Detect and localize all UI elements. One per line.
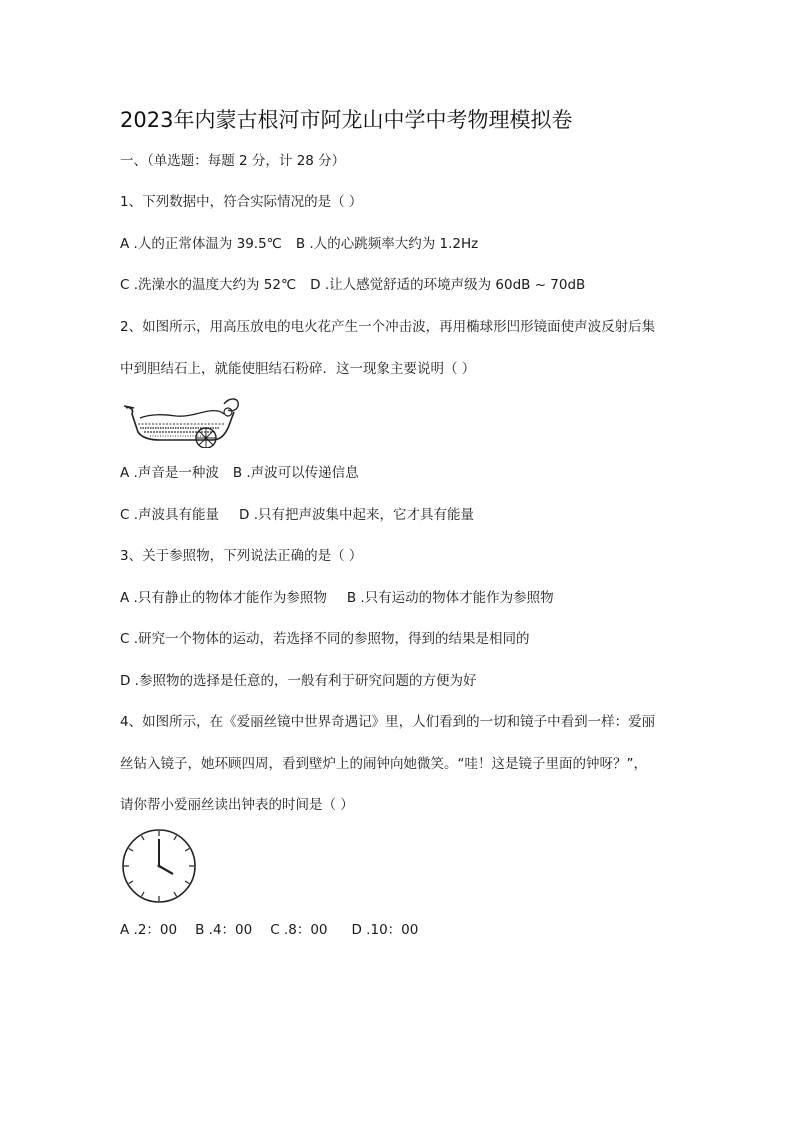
q3-options-row1 — [120, 589, 554, 607]
page-title: 2023年内蒙古根河市阿龙山中学中考物理模拟卷 — [120, 108, 573, 132]
q2-options-row2 — [120, 506, 474, 524]
q3-option-c[interactable]: C .研究一个物体的运动，若选择不同的参照物，得到的结果是相同的 — [120, 631, 530, 647]
q4-option-b[interactable]: B .4：00 — [195, 922, 253, 938]
q4-stem-line3: 请你帮小爱丽丝读出钟表的时间是（ ） — [120, 797, 354, 813]
q1-option-c[interactable]: C .洗澡水的温度大约为 52℃ — [120, 277, 297, 293]
q4-option-c[interactable]: C .8：00 — [270, 922, 328, 938]
q3-stem: 3、关于参照物，下列说法正确的是（ ） — [120, 548, 363, 564]
q2-option-d[interactable]: D .只有把声波集中起来，它才具有能量 — [239, 507, 474, 523]
q2-option-c[interactable]: C .声波具有能量 — [120, 507, 220, 523]
q2-options-row1 — [120, 464, 359, 482]
q1-option-d[interactable]: D .让人感觉舒适的环境声级为 60dB ~ 70dB — [310, 277, 586, 293]
q4-option-d[interactable]: D .10：00 — [351, 922, 419, 938]
q1-option-a[interactable]: A .人的正常体温为 39.5℃ — [120, 236, 282, 252]
q2-stem-line2: 中到胆结石上，就能使胆结石粉碎．这一现象主要说明（ ） — [120, 361, 476, 377]
q2-stem-line1: 2、如图所示，用高压放电的电火花产生一个冲击波，再用椭球形凹形镜面使声波反射后集 — [120, 319, 656, 335]
q1-options-row1 — [120, 235, 478, 253]
clock-face-icon — [120, 827, 198, 905]
q2-option-a[interactable]: A .声音是一种波 — [120, 465, 219, 481]
q3-option-a[interactable]: A .只有静止的物体才能作为参照物 — [120, 590, 327, 606]
lithotripsy-bathtub-illustration — [120, 392, 242, 448]
q3-option-b[interactable]: B .只有运动的物体才能作为参照物 — [346, 590, 554, 606]
q3-option-d[interactable]: D .参照物的选择是任意的，一般有利于研究问题的方便为好 — [120, 673, 477, 689]
q1-option-b[interactable]: B .人的心跳频率大约为 1.2Hz — [295, 236, 479, 252]
q1-stem: 1、下列数据中，符合实际情况的是（ ） — [120, 194, 363, 210]
q1-options-row2 — [120, 276, 585, 294]
section-heading: 一、（单选题：每题 2 分，计 28 分） — [120, 153, 346, 169]
q4-stem-line2: 丝钻入镜子，她环顾四周，看到壁炉上的闹钟向她微笑。“哇！这是镜子里面的钟呀？”， — [120, 756, 647, 772]
q4-options-row — [120, 921, 418, 939]
q2-option-b[interactable]: B .声波可以传递信息 — [232, 465, 359, 481]
q4-option-a[interactable]: A .2：00 — [120, 922, 178, 938]
q4-stem-line1: 4、如图所示，在《爱丽丝镜中世界奇遇记》里，人们看到的一切和镜子中看到一样：爱丽 — [120, 714, 656, 730]
